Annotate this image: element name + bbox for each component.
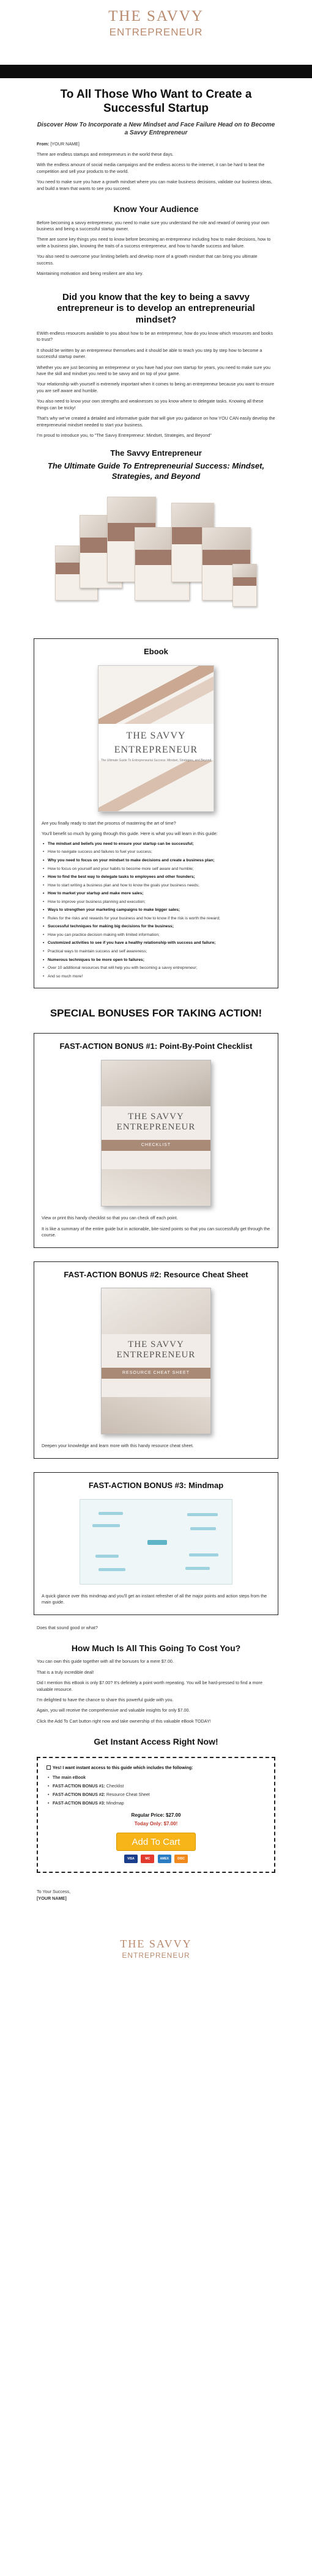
bonus-1-cover-tag: CHECKLIST xyxy=(102,1140,210,1151)
cost-paragraph: That is a truly incredible deal! xyxy=(37,1669,94,1675)
ebook-benefit-item: • Successful techniques for making big decisions for the business; xyxy=(42,924,270,930)
bonus-2-cover-image xyxy=(101,1288,211,1434)
order-item xyxy=(46,1775,266,1781)
signoff-line: To Your Success, xyxy=(37,1888,71,1894)
ebook-benefit-item: • Practical ways to maintain success and self awareness; xyxy=(42,949,270,955)
key-paragraph: Your relationship with yourself is extremely important when it comes to being an entrepreneur because you want to ensure you are self aware and humble. xyxy=(37,381,275,393)
key-paragraph: I'm proud to introduce you, to "The Savvy Entrepreneur: Mindset, Strategies, and Beyond" xyxy=(37,432,212,439)
ebook-benefit-list xyxy=(42,841,270,979)
ebook-benefit-item: • Why you need to focus on your mindset to make decisions and create a business plan; xyxy=(42,858,270,864)
cost-heading: How Much Is All This Going To Cost You? xyxy=(71,1643,241,1653)
ebook-cover-image xyxy=(98,665,214,812)
product-tagline: The Ultimate Guide To Entrepreneurial Success: Mindset, Strategies, and Beyond xyxy=(47,461,265,481)
cost-paragraph: Click the Add To Cart button right now and take ownership of this valuable eBook TODAY! xyxy=(37,1718,211,1724)
ebook-benefit-item: • Numerous techniques to be more open to failures; xyxy=(42,957,270,963)
header-bar xyxy=(0,65,312,78)
ebook-benefit-item: • And so much more! xyxy=(42,974,270,980)
bonus-2-cover-tag: RESOURCE CHEAT SHEET xyxy=(102,1368,210,1379)
ebook-benefit-item: • How to focus on yourself and your habits to become more self aware and humble; xyxy=(42,866,270,872)
ebook-benefit-item: • How to find the best way to delegate tasks to employees and other founders; xyxy=(42,874,270,880)
order-item xyxy=(46,1784,266,1790)
bonus-2-title: FAST-ACTION BONUS #2: Resource Cheat Sheet xyxy=(64,1269,248,1279)
order-item-bold: The main eBook xyxy=(53,1775,86,1780)
order-item xyxy=(46,1792,266,1798)
ebook-benefit-item: • Ways to strengthen your marketing campaigns to make bigger sales; xyxy=(42,907,270,913)
audience-paragraph: Before becoming a savvy entrepreneur, you need to make sure you understand the role and reward of owning your own business and being a successful startup owner. xyxy=(37,219,269,232)
cost-paragraph: Again, you will receive the comprehensive and valuable insights for only $7.00. xyxy=(37,1707,190,1713)
footer-logo-line1: THE SAVVY xyxy=(120,1938,192,1950)
from-line xyxy=(37,141,275,147)
checkbox[interactable] xyxy=(46,1765,51,1770)
footer-logo xyxy=(0,1938,312,1961)
logo-line1: THE SAVVY xyxy=(108,8,204,24)
bonus-2-cover-title: THE SAVVY ENTREPRENEUR xyxy=(116,1340,196,1360)
bonus-2-text: Deepen your knowledge and learn more with this handy resource cheat sheet. xyxy=(42,1443,194,1449)
cost-paragraph: Did I mention this eBook is only $7.00? It's definitely a point worth repeating. You will be hard-pressed to find a more valuable resource. xyxy=(37,1680,262,1692)
access-heading: Get Instant Access Right Now! xyxy=(94,1737,218,1747)
order-item-bold: FAST-ACTION BONUS #1: xyxy=(53,1784,105,1789)
audience-paragraph: There are some key things you need to know before becoming an entrepreneur including how to make decisions, how to write a business plan, knowing the traits of a success entrepreneur, and how to handle success and failure. xyxy=(37,236,271,249)
amex-card-icon: AMEX xyxy=(158,1855,171,1863)
order-item xyxy=(46,1801,266,1807)
order-box xyxy=(37,1757,275,1873)
ebook-benefit-item: • How you can practice decision making with limited information; xyxy=(42,932,270,938)
bonus-3-text: A quick glance over this mindmap and you'll get an instant refresher of all the major points and action steps from the main guide. xyxy=(42,1593,267,1605)
ebook-box xyxy=(34,638,278,988)
ebook-benefit-item: • Customized activities to see if you have a healthy relationship with success and failure; xyxy=(42,940,270,946)
signoff-name: [YOUR NAME] xyxy=(37,1895,67,1901)
page-title: To All Those Who Want to Create a Successful Startup xyxy=(60,88,252,115)
today-price: Today Only: $7.00! xyxy=(134,1820,178,1826)
ebook-benefit-item: • How to navigate success and failures to fuel your success; xyxy=(42,849,270,855)
order-checkbox-row[interactable] xyxy=(46,1765,266,1771)
key-paragraph: EWith endless resources available to you about how to be an entrepreneur, how do you know which resources and books to trust? xyxy=(37,330,273,343)
cost-paragraph: You can own this guide together with all the bonuses for a mere $7.00. xyxy=(37,1658,174,1665)
product-bundle-image xyxy=(55,491,257,619)
logo-line2: ENTREPRENEUR xyxy=(109,26,203,38)
mastercard-icon: MC xyxy=(141,1855,154,1863)
order-item-text: Checklist xyxy=(105,1784,124,1789)
from-label: From: xyxy=(37,140,50,147)
ebook-cover-caption: The Ultimate Guide To Entrepreneurial Success: Mindset, Strategies, and Beyond xyxy=(100,759,212,763)
payment-cards xyxy=(46,1855,266,1863)
ebook-benefit-item: • How to market your startup and make more sales; xyxy=(42,891,270,897)
ebook-benefit-item: • Rules for the risks and rewards for your business and how to know if the risk is worth the reward; xyxy=(42,916,270,922)
ebook-cover-title: THE SAVVY ENTREPRENEUR xyxy=(114,730,198,756)
order-items-list xyxy=(46,1775,266,1808)
good-question: Does that sound good or what? xyxy=(37,1624,98,1630)
bonus-1-cover-title: THE SAVVY ENTREPRENEUR xyxy=(116,1112,196,1132)
intro-paragraph: You need to make sure you have a growth mindset where you can make business decisions, validate our business ideas, and build a team that wants to see you succeed. xyxy=(37,179,272,191)
bonus-1-text: It is like a summary of the entire guide but in actionable, bite-sized points so that you can successfully get through the course. xyxy=(42,1225,270,1238)
bonus-3-title: FAST-ACTION BONUS #3: Mindmap xyxy=(88,1480,224,1490)
cost-paragraph: I'm delighted to have the chance to share this powerful guide with you. xyxy=(37,1697,174,1703)
order-item-bold: FAST-ACTION BONUS #3: xyxy=(53,1801,105,1806)
site-header xyxy=(0,0,312,65)
intro-paragraph: With the endless amount of social media campaigns and the endless access to the internet, it can be hard to beat the competition and sell your products to the world. xyxy=(37,162,265,174)
bonus-1-title: FAST-ACTION BONUS #1: Point-By-Point Checklist xyxy=(59,1042,253,1051)
audience-paragraph: Maintaining motivation and being resilient are also key. xyxy=(37,271,144,277)
regular-price: Regular Price: $27.00 xyxy=(131,1812,181,1819)
audience-heading: Know Your Audience xyxy=(113,204,199,214)
key-paragraph: That's why we’ve created a detailed and informative guide that will give you guidance on how YOU CAN easily develop the entrepreneurial mindset needed to start your business. xyxy=(37,415,275,428)
intro-paragraph: There are endless startups and entrepreneurs in the world these days. xyxy=(37,151,174,158)
bonus-3-mindmap-image xyxy=(80,1499,232,1585)
ebook-intro: You'll benefit so much by going through this guide. Here is what you will learn in this guide: xyxy=(42,831,218,837)
add-to-cart-button[interactable]: Add To Cart xyxy=(116,1833,196,1851)
key-paragraph: You also need to know your own strengths and weaknesses so you know where to delegate tasks. Knowing all these things can be tricky! xyxy=(37,398,264,410)
bonus-2-box xyxy=(34,1261,278,1459)
ebook-benefit-item: • How to start writing a business plan and how to know the goals your business needs; xyxy=(42,883,270,889)
footer-logo-line2: ENTREPRENEUR xyxy=(122,1951,190,1960)
discover-card-icon: DISC xyxy=(174,1855,188,1863)
key-heading: Did you know that the key to being a savvy entrepreneur is to develop an entrepreneurial mindset? xyxy=(57,291,255,326)
bonus-1-cover-image xyxy=(101,1060,211,1206)
bonuses-heading: SPECIAL BONUSES FOR TAKING ACTION! xyxy=(50,1007,262,1020)
ebook-heading: Ebook xyxy=(144,647,168,657)
bonus-3-box xyxy=(34,1472,278,1615)
ebook-benefit-item: • How to improve your business planning and execution; xyxy=(42,899,270,905)
audience-paragraph: You also need to overcome your limiting beliefs and develop more of a growth mindset that can bring you ultimate success. xyxy=(37,254,258,266)
order-item-text: Resource Cheat Sheet xyxy=(105,1793,150,1798)
order-item-bold: FAST-ACTION BONUS #2: xyxy=(53,1793,105,1798)
key-paragraph: Whether you are just becoming an entrepreneur or you have had your own startup for years, you need to make sure you have the skill and mindset you need to be savvy and on top of your game. xyxy=(37,364,270,377)
page-subtitle: Discover How To Incorporate a New Mindset and Face Failure Head on to Become a Savvy Entrepreneur xyxy=(37,121,275,136)
bonus-1-box xyxy=(34,1033,278,1247)
bonus-1-text: View or print this handy checklist so that you can check off each point. xyxy=(42,1215,178,1221)
ebook-benefit-item: • Over 10 additional resources that will help you with becoming a savvy entrepreneur; xyxy=(42,965,270,971)
product-name: The Savvy Entrepreneur xyxy=(110,448,202,458)
order-item-text: Mindmap xyxy=(105,1801,124,1806)
intro-section xyxy=(37,88,275,482)
ebook-benefit-item: • The mindset and beliefs you need to ensure your startup can be successful; xyxy=(42,841,270,847)
order-checkbox-label: Yes! I want instant access to this guide which includes the following: xyxy=(53,1765,193,1770)
visa-card-icon: VISA xyxy=(124,1855,138,1863)
bundle-phone xyxy=(232,564,257,607)
key-paragraph: It should be written by an entrepreneur themselves and it should be able to teach you step by step how to become a successful startup owner. xyxy=(37,347,262,360)
from-value: [YOUR NAME] xyxy=(50,140,80,147)
ebook-question: Are you finally ready to start the process of mastering the art of time? xyxy=(42,820,176,826)
